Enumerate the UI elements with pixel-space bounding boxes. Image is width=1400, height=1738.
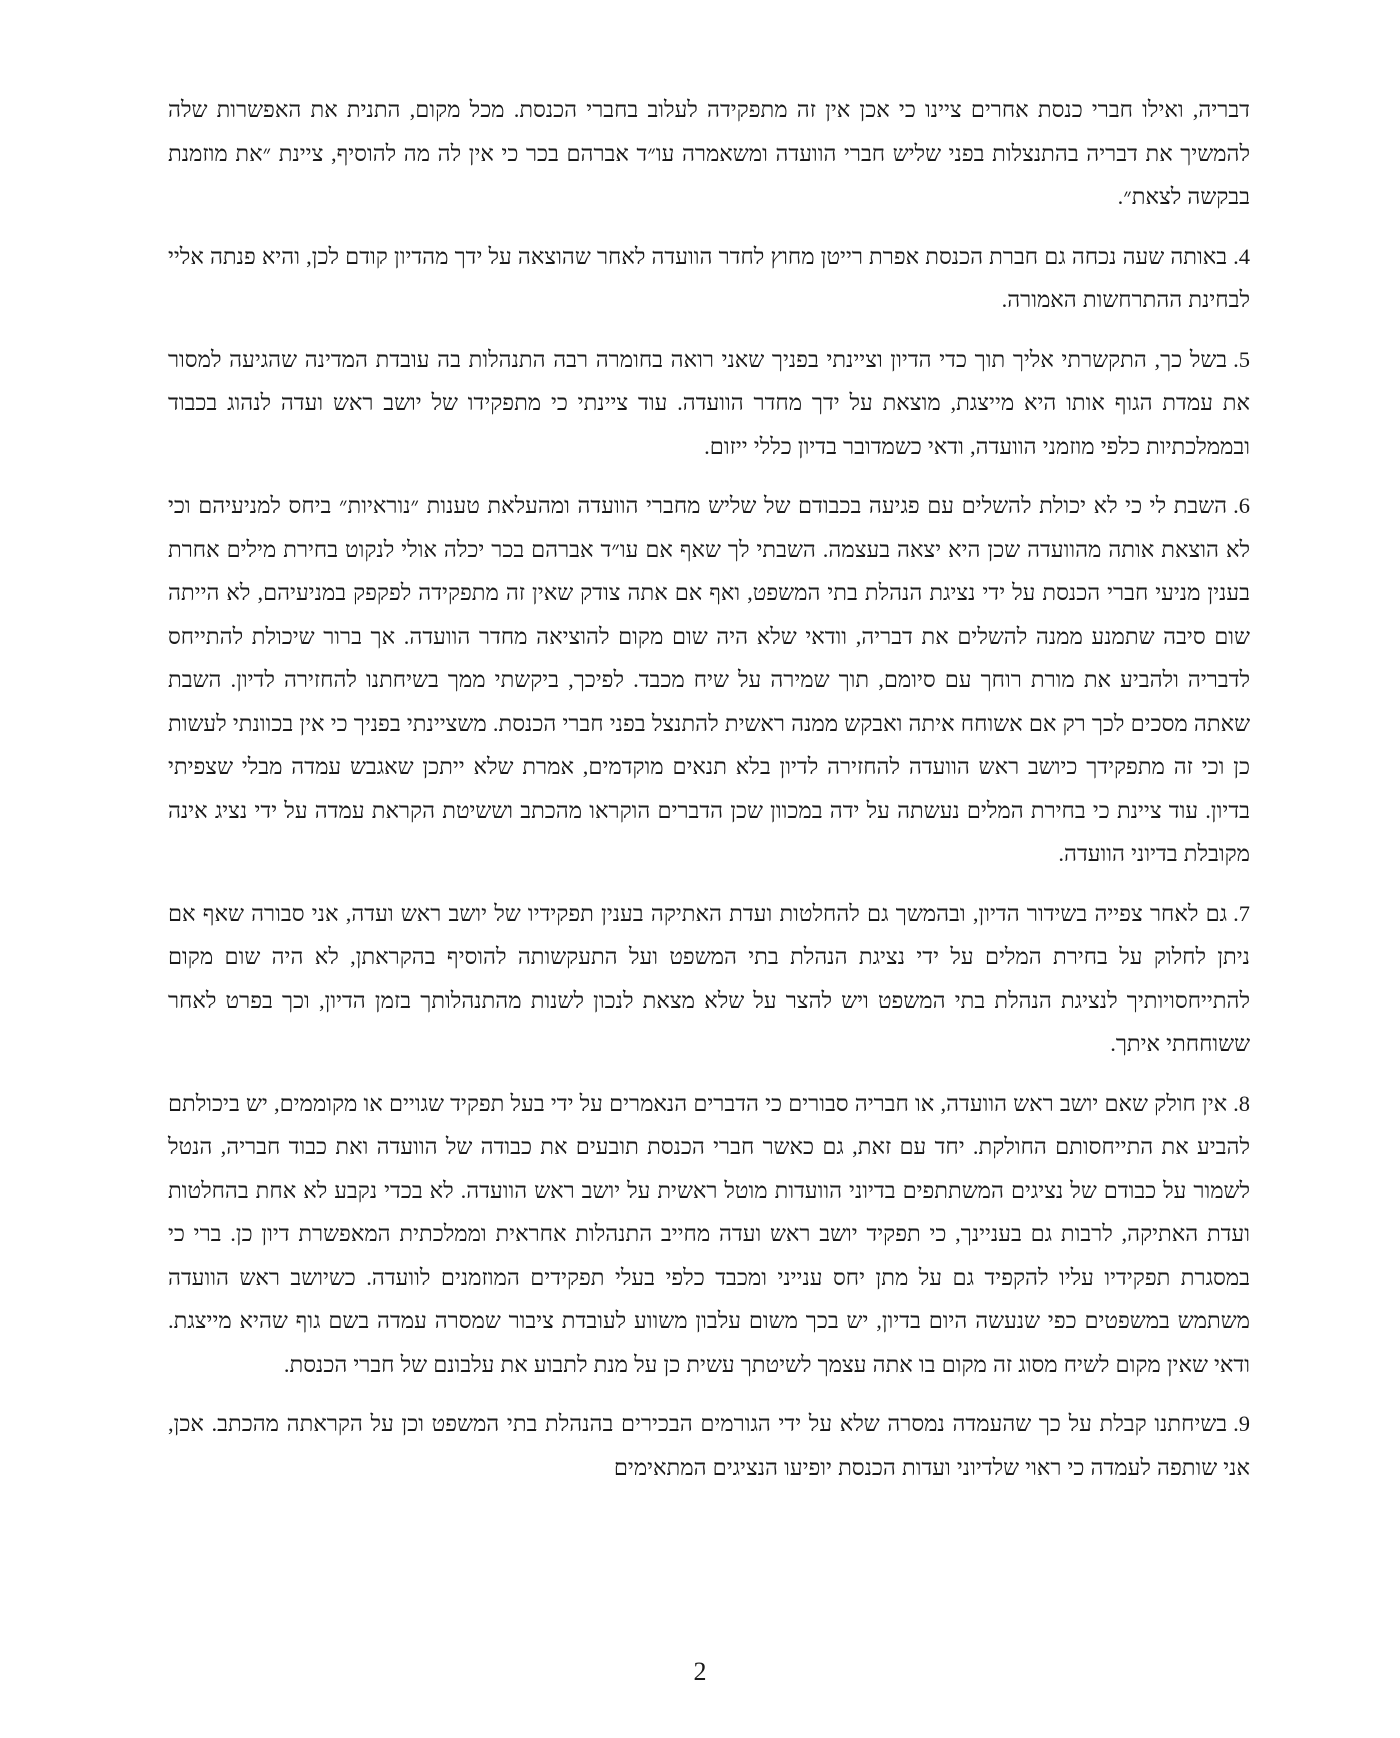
page-number: 2	[693, 1657, 707, 1686]
paragraph-3-continuation	[168, 88, 1250, 219]
paragraph-number: 4.	[1233, 243, 1250, 269]
paragraph-text: גם לאחר צפייה בשידור הדיון, ובהמשך גם להחלטות ועדת האתיקה בענין תפקידיו של יושב ראש ועדה, אני סבורה שאף אם ניתן לחלוק על בחירת המלים על ידי נציגת הנהלת בתי המשפט ועל התעקשותה להוסיף בהקראתן, לא היה שום מקום להתייחסויותיך לנציגת הנהלת בתי המשפט ויש להצר על שלא מצאת לנכון לשנות מהתנהלותך בזמן הדיון, וכך בפרט לאחר ששוחחתי איתך.	[168, 900, 1250, 1056]
paragraph-5	[168, 338, 1250, 469]
paragraph-4	[168, 235, 1250, 322]
paragraph-text: בשל כך, התקשרתי אליך תוך כדי הדיון וציינתי בפניך שאני רואה בחומרה רבה התנהלות בה עובדת המדינה שהגיעה למסור את עמדת הגוף אותו היא מייצגת, מוצאת על ידך מחדר הוועדה. עוד ציינתי כי מתפקידו של יושב ראש ועדה לנהוג בכבוד ובממלכתיות כלפי מוזמני הוועדה, ודאי כשמדובר בדיון כללי ייזום.	[168, 346, 1250, 459]
paragraph-text: באותה שעה נכחה גם חברת הכנסת אפרת רייטן מחוץ לחדר הוועדה לאחר שהוצאה על ידך מהדיון קודם לכן, והיא פנתה אליי לבחינת ההתרחשות האמורה.	[168, 243, 1250, 312]
paragraph-number: 7.	[1233, 900, 1250, 926]
paragraph-number: 9.	[1233, 1411, 1250, 1436]
paragraph-text: אין חולק שאם יושב ראש הוועדה, או חבריה סבורים כי הדברים הנאמרים על ידי בעל תפקיד שגויים או מקוממים, יש ביכולתם להביע את התייחסותם החולקת. יחד עם זאת, גם כאשר חברי הכנסת תובעים את כבודה של הוועדה ואת כבוד חבריה, הנטל לשמור על כבודם של נציגים המשתתפים בדיוני הוועדות מוטל ראשית על יושב ראש הוועדה. לא בכדי נקבע לא אחת בהחלטות ועדת האתיקה, לרבות גם בעניינך, כי תפקיד יושב ראש ועדה מחייב התנהלות אחראית וממלכתית המאפשרת דיון כן. ברי כי במסגרת תפקידיו עליו להקפיד גם על מתן יחס ענייני ומכבד כלפי בעלי תפקידים המוזמנים לוועדה. כשיושב ראש הוועדה משתמש במשפטים כפי שנעשה היום בדיון, יש בכך משום עלבון משווע לעובדת ציבור שמסרה עמדה בשם גוף שהיא מייצגת. ודאי שאין מקום לשיח מסוג זה מקום בו אתה עצמך לשיטתך עשית כן על מנת לתבוע את עלבונם של חברי הכנסת.	[168, 1090, 1250, 1377]
document-body	[168, 88, 1250, 1505]
paragraph-8	[168, 1082, 1250, 1387]
paragraph-number: 8.	[1233, 1090, 1250, 1116]
paragraph-7	[168, 892, 1250, 1066]
paragraph-number: 6.	[1233, 493, 1250, 518]
paragraph-number: 5.	[1233, 346, 1250, 372]
paragraph-6	[168, 484, 1250, 876]
paragraph-text: דבריה, ואילו חברי כנסת אחרים ציינו כי אכן אין זה מתפקידה לעלוב בחברי הכנסת. מכל מקום, התנית את האפשרות שלה להמשיך את דבריה בהתנצלות בפני שליש חברי הוועדה ומשאמרה עו״ד אברהם בכר כי אין לה מה להוסיף, ציינת ״את מוזמנת בבקשה לצאת״.	[168, 97, 1250, 209]
paragraph-text: בשיחתנו קבלת על כך שהעמדה נמסרה שלא על ידי הגורמים הבכירים בהנהלת בתי המשפט וכן על הקראתה מהכתב. אכן, אני שותפה לעמדה כי ראוי שלדיוני ועדות הכנסת יופיעו הנציגים המתאימים	[168, 1411, 1250, 1480]
paragraph-9	[168, 1402, 1250, 1489]
paragraph-text: השבת לי כי לא יכולת להשלים עם פגיעה בכבודם של שליש מחברי הוועדה ומהעלאת טענות ״נוראיות״ ביחס למניעיהם וכי לא הוצאת אותה מהוועדה שכן היא יצאה בעצמה. השבתי לך שאף אם עו״ד אברהם בכר יכלה אולי לנקוט בחירת מילים אחרת בענין מניעי חברי הכנסת על ידי נציגת הנהלת בתי המשפט, ואף אם אתה צודק שאין זה מתפקידה לפקפק במניעיהם, לא הייתה שום סיבה שתמנע ממנה להשלים את דבריה, וודאי שלא היה שום מקום להוציאה מחדר הוועדה. אך ברור שיכולת להתייחס לדבריה ולהביע את מורת רוחך עם סיומם, תוך שמירה על שיח מכבד. לפיכך, ביקשתי ממך בשיחתנו להחזירה לדיון. השבת שאתה מסכים לכך רק אם אשוחח איתה ואבקש ממנה ראשית להתנצל בפני חברי הכנסת. משציינתי בפניך כי אין בכוונתי לעשות כן וכי זה מתפקידך כיושב ראש הוועדה להחזירה לדיון בלא תנאים מוקדמים, אמרת שלא ייתכן שאגבש עמדה מבלי שצפיתי בדיון. עוד ציינת כי בחירת המלים נעשתה על ידה במכוון שכן הדברים הוקראו מהכתב וששיטת הקראת עמדה על ידי נציג אינה מקובלת בדיוני הוועדה.	[168, 493, 1250, 866]
